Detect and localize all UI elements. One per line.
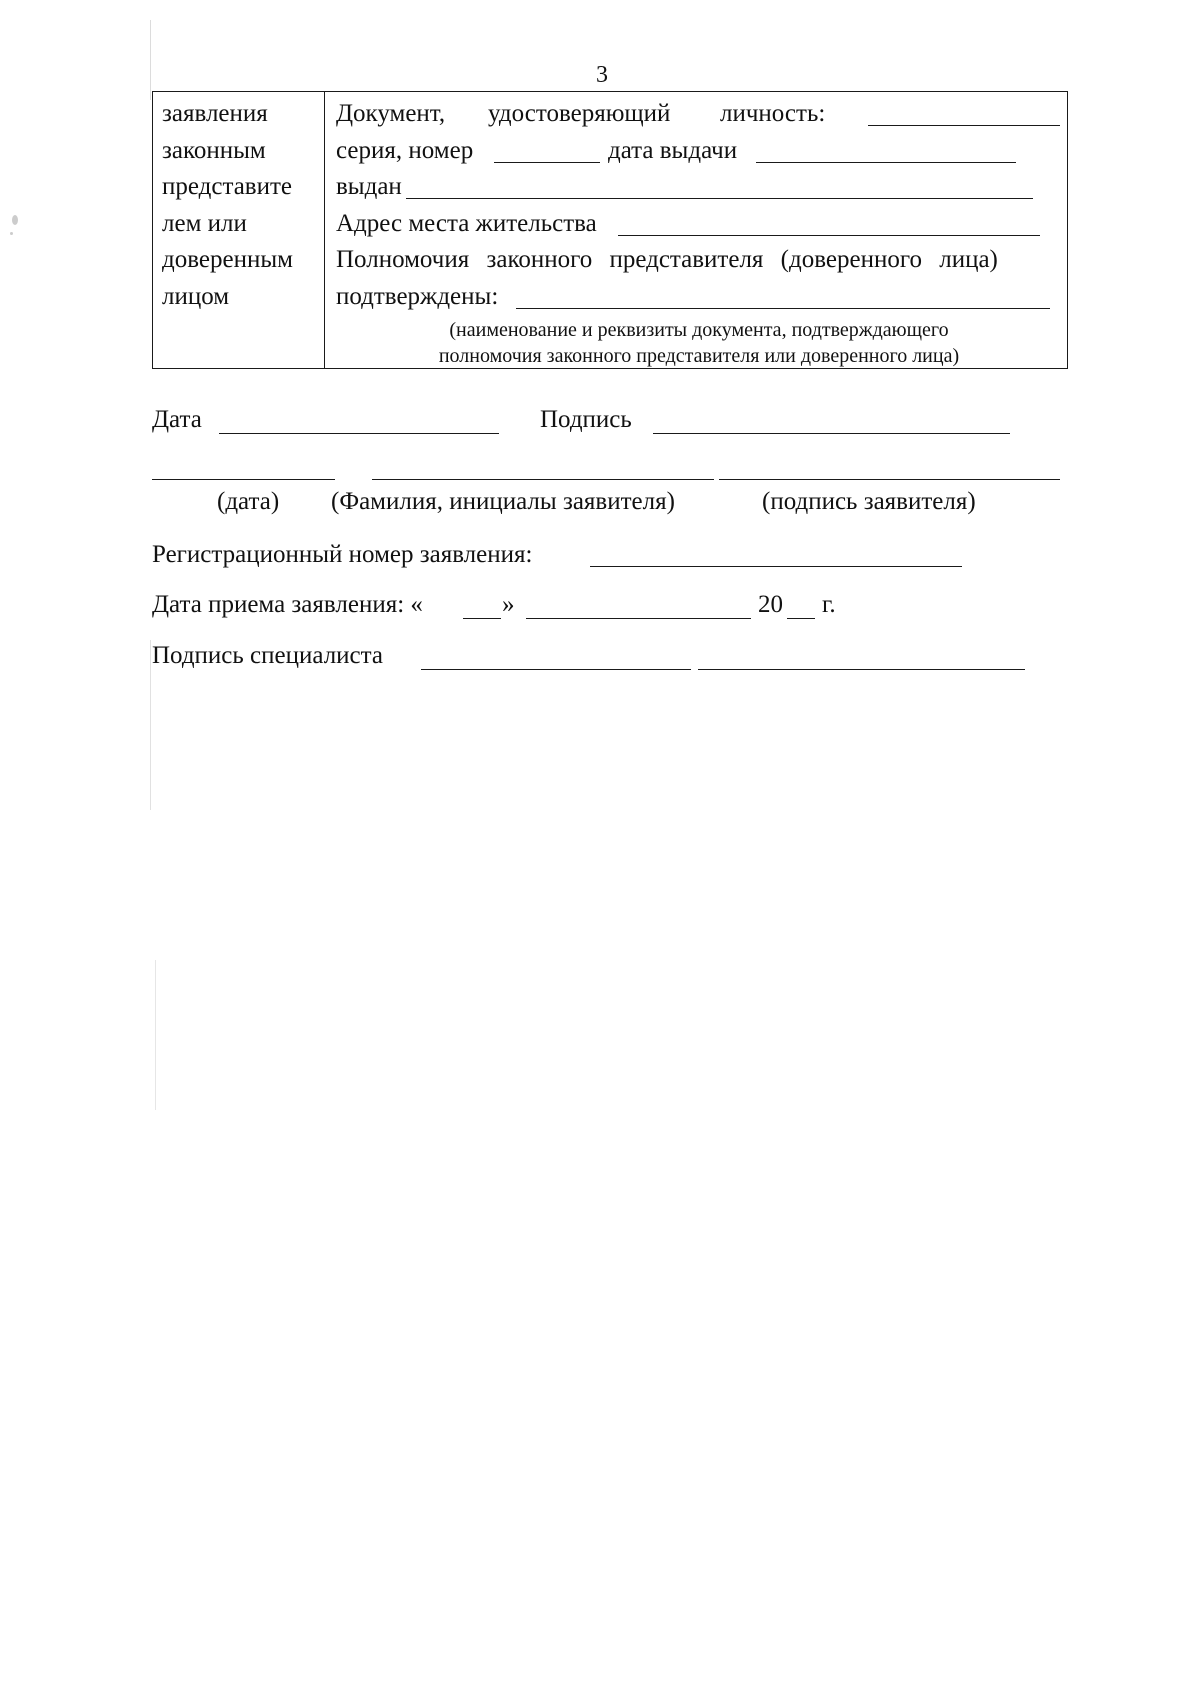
note-line: полномочия законного представителя или доверенного лица) [438, 345, 960, 367]
left-cell-line: доверенным [162, 246, 293, 273]
table-column-divider [324, 92, 325, 368]
issue-date-field[interactable] [756, 162, 1016, 163]
date-field[interactable] [219, 433, 499, 434]
identity-document-row [336, 96, 1062, 133]
authority-row [336, 242, 1062, 279]
receipt-year-field[interactable] [787, 618, 815, 619]
left-cell-line: лицом [162, 282, 230, 310]
page-number: 3 [596, 62, 608, 88]
confirmed-row [336, 279, 1062, 316]
confirmed-label: подтверждены: [336, 282, 499, 310]
authority-label: Полномочия законного представителя (доверенного лица) [336, 246, 998, 273]
identity-doc-label-word2: удостоверяющий [488, 100, 671, 127]
representative-info-table [152, 91, 1068, 369]
left-cell-line: заявления [162, 100, 268, 127]
signature-field[interactable] [653, 433, 1010, 434]
scan-artifact-mark [12, 215, 18, 225]
receipt-day-field[interactable] [463, 618, 501, 619]
scan-artifact-mark [10, 232, 13, 235]
left-cell-line: законным [162, 136, 266, 164]
applicant-date-field[interactable] [152, 479, 335, 480]
scan-artifact-left-margin [155, 960, 156, 1110]
issued-by-label: выдан [336, 173, 402, 200]
issued-by-row [336, 169, 1062, 206]
registration-number-field[interactable] [590, 566, 962, 567]
signature-label: Подпись [540, 406, 632, 433]
identity-doc-label-word1: Документ, [336, 100, 446, 127]
date-label: Дата [152, 406, 202, 433]
authority-document-field[interactable] [516, 308, 1050, 309]
specialist-name-field[interactable] [698, 669, 1025, 670]
series-number-row [336, 133, 1062, 170]
applicant-signature-field[interactable] [719, 479, 1060, 480]
left-cell-line: представите [162, 173, 292, 200]
applicant-name-field[interactable] [372, 479, 714, 480]
table-left-cell [162, 96, 322, 315]
address-row [336, 206, 1062, 243]
scan-artifact-left-margin [150, 20, 151, 100]
year-prefix: 20 [758, 591, 783, 618]
specialist-signature-label: Подпись специалиста [152, 642, 383, 669]
year-suffix: г. [822, 591, 836, 618]
identity-document-field[interactable] [868, 125, 1060, 126]
scan-artifact-left-margin [150, 640, 151, 810]
receipt-date-label: Дата приема заявления: « [152, 591, 423, 618]
series-number-label: серия, номер [336, 136, 474, 164]
left-cell-line: лем или [162, 209, 247, 237]
caption-date: (дата) [217, 488, 280, 515]
receipt-date-close-quote: » [502, 591, 515, 618]
issued-by-field[interactable] [406, 198, 1033, 199]
note-line: (наименование и реквизиты документа, подтверждающего [449, 319, 949, 341]
caption-signature: (подпись заявителя) [762, 488, 976, 515]
address-field[interactable] [618, 235, 1040, 236]
caption-name: (Фамилия, инициалы заявителя) [331, 488, 675, 515]
address-label: Адрес места жительства [336, 209, 597, 237]
specialist-signature-field[interactable] [421, 669, 691, 670]
receipt-month-field[interactable] [526, 618, 751, 619]
authority-note [336, 317, 1062, 369]
registration-number-label: Регистрационный номер заявления: [152, 541, 533, 568]
identity-doc-label-word3: личность: [720, 100, 826, 127]
table-right-cell [336, 96, 1062, 369]
issue-date-label: дата выдачи [608, 136, 738, 164]
series-number-field[interactable] [494, 162, 600, 163]
